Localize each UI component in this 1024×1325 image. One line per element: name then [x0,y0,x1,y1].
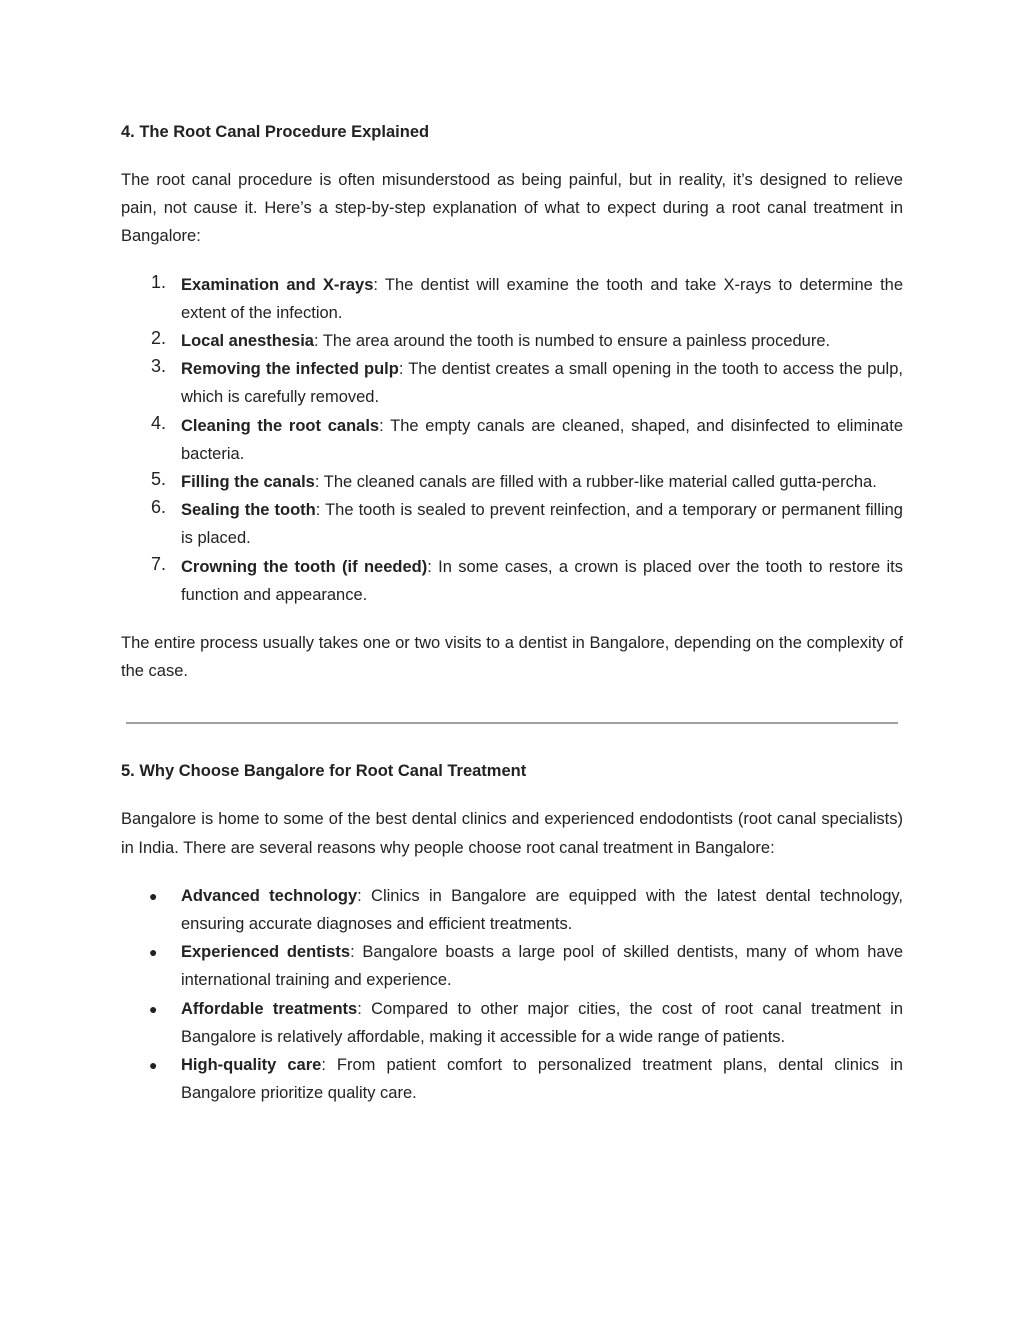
reason-term: Affordable treatments [181,999,358,1018]
step-term: Examination and X-rays [181,275,374,294]
list-number: 3. [151,356,167,377]
list-item [121,468,903,496]
section-heading-why-bangalore: 5. Why Choose Bangalore for Root Canal Treatment [121,762,527,781]
step-term: Filling the canals [181,473,315,492]
list-number: 5. [151,469,167,490]
reasons-list [121,882,903,1108]
bullet-icon: ● [149,1057,158,1074]
reason-term: High-quality care [181,1056,322,1075]
reason-text: : Compared to other major cities, the cost of root canal treatment in Bangalore is relatively affordable, making it accessible for a wide range of patients. [181,999,904,1046]
document-page [121,118,903,1107]
step-text: : The dentist creates a small opening in the tooth to access the pulp, which is carefully removed. [181,360,903,407]
bullet-icon: ● [149,887,158,904]
step-text: : In some cases, a crown is placed over the tooth to restore its function and appearance. [181,557,903,604]
step-term: Sealing the tooth [181,501,316,520]
section-heading-procedure: 4. The Root Canal Procedure Explained [121,123,430,141]
list-item [121,496,903,552]
list-number: 2. [151,328,167,349]
step-term: Crowning the tooth (if needed) [181,557,428,576]
list-item [121,412,903,468]
procedure-intro-paragraph: The root canal procedure is often misunderstood as being painful, but in reality, it’s designed to relieve pain, not cause it. Here’s a step-by-step explanation of what to expect during a root canal treatment in Bangalore: [121,171,903,246]
list-number: 6. [151,497,167,518]
list-item [121,938,903,994]
horizontal-divider [126,722,898,724]
reason-term: Advanced technology [181,886,358,905]
reason-term: Experienced dentists [181,943,351,962]
step-text: : The cleaned canals are filled with a rubber-like material called gutta-percha. [314,473,877,492]
list-item [121,882,903,938]
list-item [121,355,903,411]
procedure-steps-list [121,271,903,609]
list-number: 4. [151,412,167,433]
list-item [121,327,903,355]
list-item [121,553,903,609]
reason-text: : From patient comfort to personalized treatment plans, dental clinics in Bangalore prioritize quality care. [181,1056,903,1103]
step-term: Cleaning the root canals [181,416,380,435]
step-text: : The tooth is sealed to prevent reinfection, and a temporary or permanent filling is placed. [181,501,903,548]
bullet-icon: ● [149,944,158,961]
list-number: 1. [151,271,167,292]
list-number: 7. [151,553,167,574]
bullet-icon: ● [149,1000,158,1017]
step-text: : The empty canals are cleaned, shaped, and disinfected to eliminate bacteria. [181,416,903,463]
step-term: Local anesthesia [181,332,314,351]
step-term: Removing the infected pulp [181,360,399,379]
procedure-outro-paragraph: The entire process usually takes one or two visits to a dentist in Bangalore, depending on the complexity of the case. [121,634,903,681]
reason-text: : Bangalore boasts a large pool of skilled dentists, many of whom have international training and experience. [181,943,903,990]
reason-text: : Clinics in Bangalore are equipped with the latest dental technology, ensuring accurate diagnoses and efficient treatments. [181,886,903,934]
why-bangalore-intro-paragraph: Bangalore is home to some of the best dental clinics and experienced endodontists (root canal specialists) in India. There are several reasons why people choose root canal treatment in Bangalore: [121,810,903,857]
list-item [121,995,903,1051]
list-item [121,1051,903,1107]
step-text: : The area around the tooth is numbed to ensure a painless procedure. [313,332,831,351]
step-text: : The dentist will examine the tooth and take X-rays to determine the extent of the infection. [181,275,904,322]
list-item [121,271,903,327]
